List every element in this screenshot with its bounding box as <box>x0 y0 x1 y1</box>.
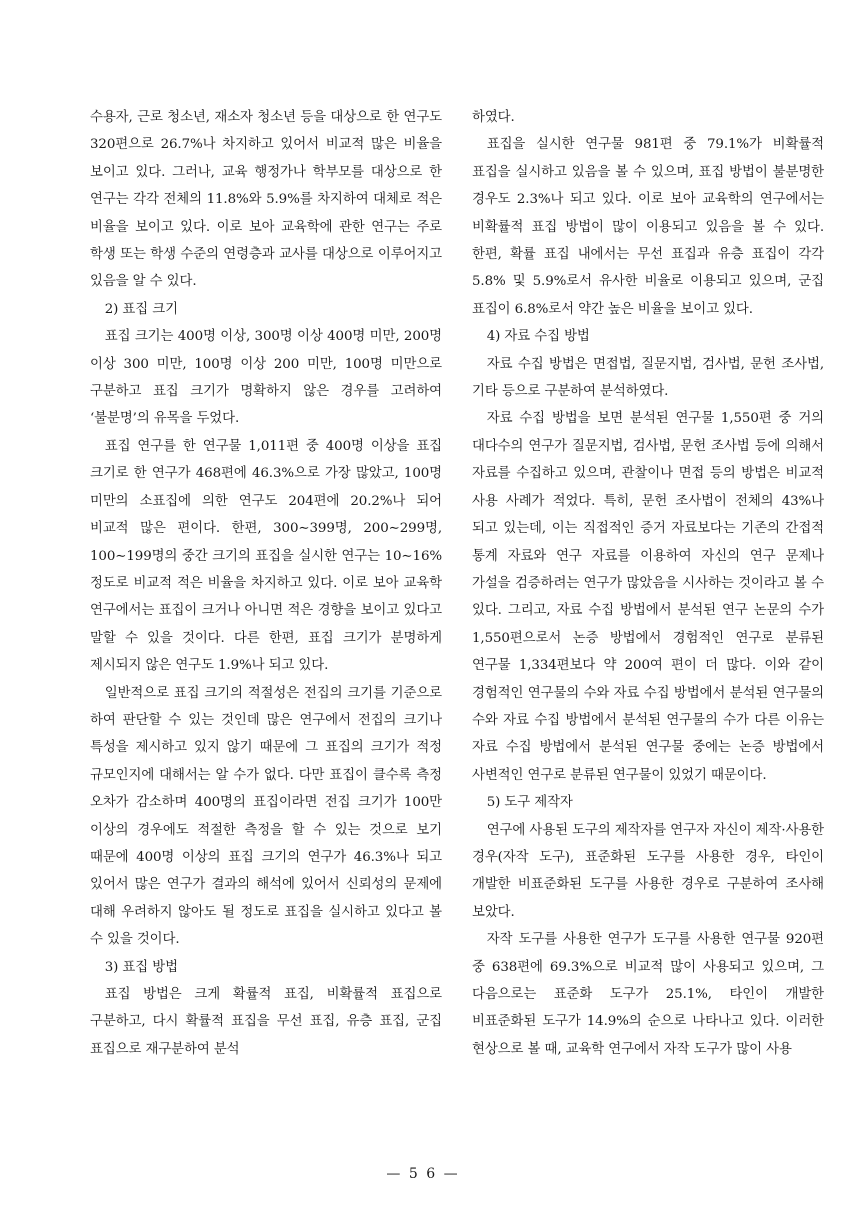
section-heading: 2) 표집 크기 <box>104 301 178 317</box>
paragraph: 자료 수집 방법은 면접법, 질문지법, 검사법, 문헌 조사법, 기타 등으로 구분하여 분석하였다. <box>472 356 824 400</box>
paragraph: 표집을 실시한 연구물 981편 중 79.1%가 비확률적 표집을 실시하고 있음을 볼 수 있으며, 표집 방법이 불분명한 경우도 2.3%나 되고 있다. 이로 보아 교육학의 연구에서는 비확률적 표집 방법이 많이 이용되고 있음을 볼 수 있다. 한편, 확률 표집 내에서는 무선 표집과 유층 표집이 각각 5.8% 및 5.9%로서 유사한 비율로 이용되고 있으며, 군집 표집이 6.8%로서 약간 높은 비율을 보이고 있다. <box>472 137 824 317</box>
section-heading: 5) 도구 제작자 <box>486 795 573 811</box>
left-column <box>90 104 442 1063</box>
paragraph: 하였다. <box>472 110 515 125</box>
paragraph: 표집 방법은 크게 확률적 표집, 비확률적 표집으로 구분하고, 다시 확률적 표집을 무선 표집, 유층 표집, 군집 표집으로 재구분하여 분석 <box>90 987 442 1057</box>
paragraph: 자료 수집 방법을 보면 분석된 연구물 1,550편 중 거의 대다수의 연구가 질문지법, 검사법, 문헌 조사법 등에 의해서 자료를 수집하고 있으며, 관찰이나 면접 등의 방법은 비교적 사용 사례가 적었다. 특히, 문헌 조사법이 전체의 43%나 되고 있는데, 이는 직접적인 증거 자료보다는 기존의 간접적 통계 자료와 연구 자료를 이용하여 자신의 연구 문제나 가설을 검증하려는 연구가 많았음을 시사하는 것이라고 볼 수 있다. 그리고, 자료 수집 방법에서 분석된 연구 논문의 수가 1,550편으로서 논증 방법에서 경험적인 연구로 분류된 연구물 1,334편보다 약 200여 편이 더 많다. 이와 같이 경험적인 연구물의 수와 자료 수집 방법에서 분석된 연구물의 수와 자료 수집 방법에서 분석된 연구물의 수가 다른 이유는 자료 수집 방법에서 분석된 연구물 중에는 논증 방법에서 사변적인 연구로 분류된 연구물이 있었기 때문이다. <box>472 411 824 783</box>
section-heading: 4) 자료 수집 방법 <box>486 329 590 345</box>
paragraph: 표집 크기는 400명 이상, 300명 이상 400명 미만, 200명 이상 300 미만, 100명 이상 200 미만, 100명 미만으로 구분하고 표집 크기가 명확하지 않은 경우를 고려하여 ‘불분명’의 유목을 두었다. <box>90 329 442 427</box>
section-heading: 3) 표집 방법 <box>104 959 178 975</box>
paragraph: 자작 도구를 사용한 연구가 도구를 사용한 연구물 920편 중 638편에 69.3%으로 비교적 많이 사용되고 있으며, 그 다음으로는 표준화 도구가 25.1%, 타인이 개발한 비표준화된 도구가 14.9%의 순으로 나타나고 있다. 이러한 현상으로 볼 때, 교육학 연구에서 자작 도구가 많이 사용 <box>472 932 824 1057</box>
paragraph: 수용자, 근로 청소년, 재소자 청소년 등을 대상으로 한 연구도 320편으로 26.7%나 차지하고 있어서 비교적 많은 비율을 보이고 있다. 그러나, 교육 행정가나 학부모를 대상으로 한 연구는 각각 전체의 11.8%와 5.9%를 차지하여 대체로 적은 비율을 보이고 있다. 이로 보아 교육학에 관한 연구는 주로 학생 또는 학생 수준의 연령층과 교사를 대상으로 이루어지고 있음을 알 수 있다. <box>90 110 442 290</box>
page-number: — 5 6 — <box>386 1166 460 1182</box>
paragraph: 일반적으로 표집 크기의 적절성은 전집의 크기를 기준으로 하여 판단할 수 있는 것인데 많은 연구에서 전집의 크기나 특성을 제시하고 있지 않기 때문에 그 표집의 크기가 적정 규모인지에 대해서는 알 수가 없다. 다만 표집이 클수록 측정 오차가 감소하며 400명의 표집이라면 전집 크기가 100만 이상의 경우에도 적절한 측정을 할 수 있는 것으로 보기 때문에 400명 이상의 표집 크기의 연구가 46.3%나 되고 있어서 많은 연구가 결과의 해석에 있어서 신뢰성의 문제에 대해 우려하지 않아도 될 정도로 표집을 실시하고 있다고 볼 수 있을 것이다. <box>90 685 442 948</box>
paragraph: 연구에 사용된 도구의 제작자를 연구자 자신이 제작·사용한 경우(자작 도구), 표준화된 도구를 사용한 경우, 타인이 개발한 비표준화된 도구를 사용한 경우로 구분하여 조사해 보았다. <box>472 822 824 920</box>
right-column <box>472 104 824 1063</box>
paragraph: 표집 연구를 한 연구물 1,011편 중 400명 이상을 표집 크기로 한 연구가 468편에 46.3%으로 가장 많았고, 100명 미만의 소표집에 의한 연구도 204편에 20.2%나 되어 비교적 많은 편이다. 한편, 300∼399명, 200∼299명, 100∼199명의 중간 크기의 표집을 실시한 연구는 10∼16% 정도로 비교적 적은 비율을 차지하고 있다. 이로 보아 교육학 연구에서는 표집이 크거나 아니면 적은 경향을 보이고 있다고 말할 수 있을 것이다. 다른 한편, 표집 크기가 분명하게 제시되지 않은 연구도 1.9%나 되고 있다. <box>90 438 442 674</box>
